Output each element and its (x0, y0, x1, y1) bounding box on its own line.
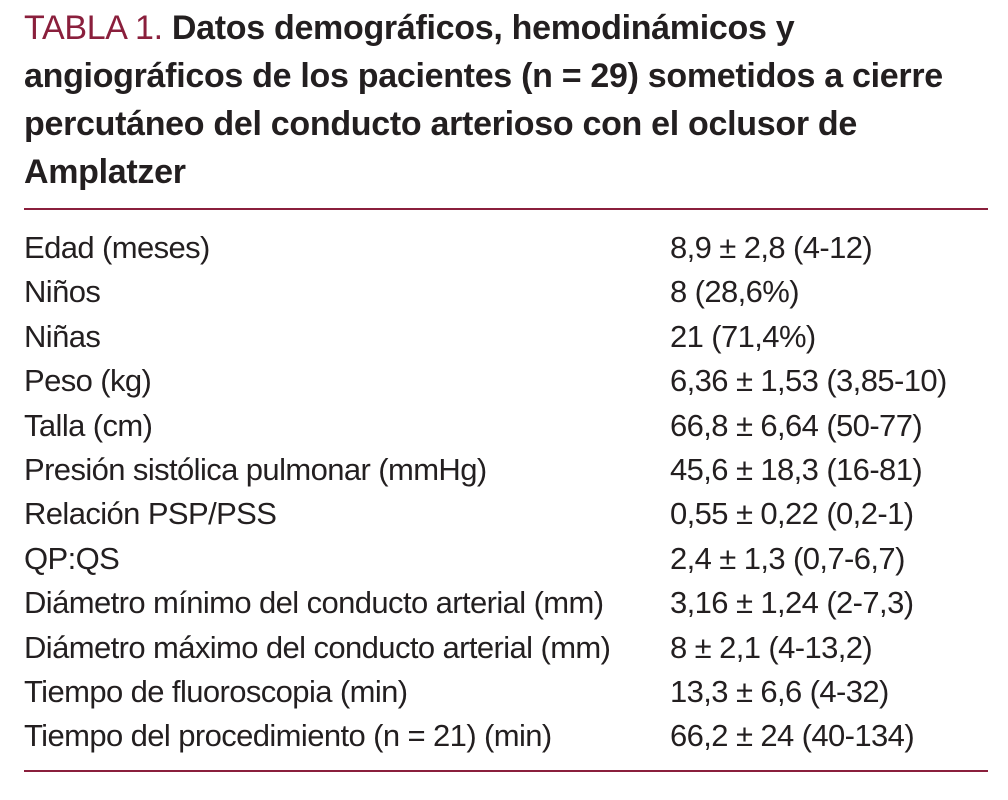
row-value: 21 (71,4%) (670, 318, 816, 354)
row-value: 66,2 ± 24 (40-134) (670, 718, 915, 754)
row-value: 6,36 ± 1,53 (3,85-10) (670, 363, 947, 399)
row-value: 8 ± 2,1 (4-13,2) (670, 629, 873, 665)
table-row (24, 581, 988, 625)
row-label: Talla (cm) (24, 407, 153, 443)
row-value: 66,8 ± 6,64 (50-77) (670, 407, 923, 443)
row-label: Relación PSP/PSS (24, 496, 277, 532)
table-row (24, 270, 988, 314)
table-row (24, 670, 988, 714)
row-label: QP:QS (24, 540, 120, 576)
table-row (24, 448, 988, 492)
row-label: Presión sistólica pulmonar (mmHg) (24, 451, 487, 487)
row-value: 8,9 ± 2,8 (4-12) (670, 230, 873, 265)
row-value: 0,55 ± 0,22 (0,2-1) (670, 496, 914, 532)
row-label: Tiempo de fluoroscopia (min) (24, 673, 408, 709)
table-number: TABLA 1. (24, 9, 163, 47)
row-label: Diámetro mínimo del conducto arterial (mm) (24, 585, 604, 621)
data-table (24, 226, 988, 759)
table-row (24, 226, 988, 270)
table-caption (24, 4, 984, 196)
row-label: Niños (24, 274, 101, 310)
table-row (24, 537, 988, 581)
row-value: 8 (28,6%) (670, 274, 799, 310)
row-value: 2,4 ± 1,3 (0,7-6,7) (670, 540, 905, 576)
row-label: Tiempo del procedimiento (n = 21) (min) (24, 718, 552, 754)
bottom-rule (24, 770, 988, 772)
table-row (24, 315, 988, 359)
row-value: 13,3 ± 6,6 (4-32) (670, 673, 889, 709)
table-row (24, 714, 988, 758)
table-row (24, 404, 988, 448)
row-label: Niñas (24, 318, 101, 354)
table-row (24, 492, 988, 536)
table-row (24, 359, 988, 403)
row-label: Peso (kg) (24, 363, 152, 399)
row-label: Edad (meses) (24, 230, 210, 265)
table-row (24, 626, 988, 670)
top-rule (24, 208, 988, 210)
table-title: Datos demográficos, hemodinámicos y angiográficos de los pacientes (n = 29) sometidos a cierre percutáneo del conducto arterioso con el oclusor de Amplatzer (24, 9, 943, 191)
row-label: Diámetro máximo del conducto arterial (mm) (24, 629, 611, 665)
row-value: 3,16 ± 1,24 (2-7,3) (670, 585, 914, 621)
row-value: 45,6 ± 18,3 (16-81) (670, 451, 923, 487)
